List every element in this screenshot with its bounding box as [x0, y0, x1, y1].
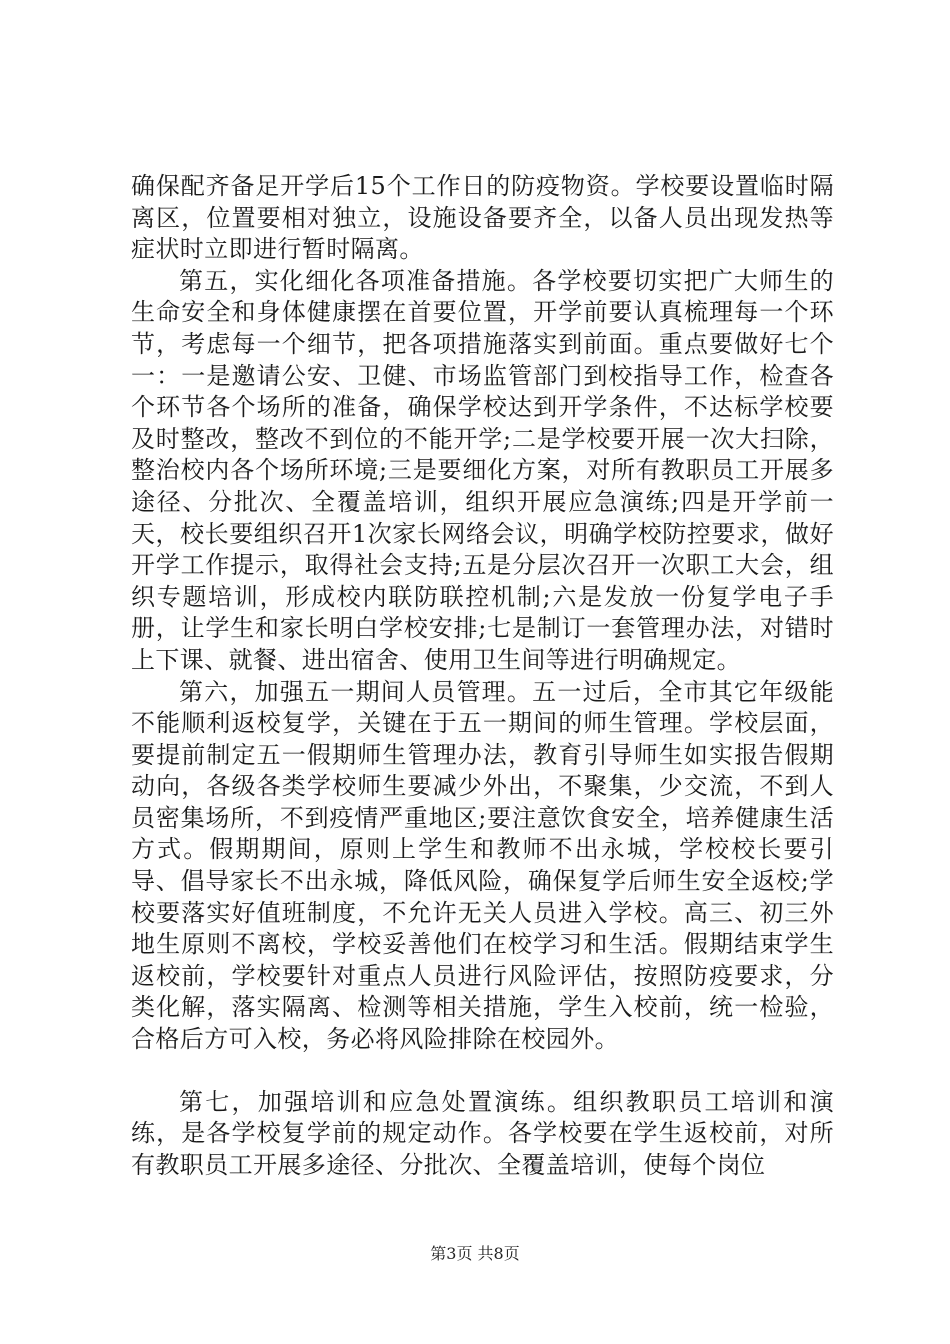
page-footer: 第3页 共8页	[430, 1244, 520, 1263]
paragraph-sixth-measure: 第六，加强五一期间人员管理。五一过后，全市其它年级能不能顺利返校复学，关键在于五一期间的师生管理。学校层面，要提前制定五一假期师生管理办法，教育引导师生如实报告假期动向，各级各类学校师生要减少外出，不聚集，少交流，不到人员密集场所，不到疫情严重地区;要注意饮食安全，培养健康生活方式。假期期间，原则上学生和教师不出永城，学校校长要引导、倡导家长不出永城，降低风险，确保复学后师生安全返校;学校要落实好值班制度，不允许无关人员进入学校。高三、初三外地生原则不离校，学校妥善他们在校学习和生活。假期结束学生返校前，学校要针对重点人员进行风险评估，按照防疫要求，分类化解，落实隔离、检测等相关措施，学生入校前，统一检验，合格后方可入校，务必将风险排除在校园外。	[131, 677, 834, 1054]
paragraph-seventh-measure: 第七，加强培训和应急处置演练。组织教职员工培训和演练，是各学校复学前的规定动作。各学校要在学生返校前，对所有教职员工开展多途径、分批次、全覆盖培训，使每个岗位	[131, 1087, 834, 1179]
paragraph-continued: 确保配齐备足开学后15个工作日的防疫物资。学校要设置临时隔离区，位置要相对独立，设施设备要齐全，以备人员出现发热等症状时立即进行暂时隔离。	[131, 172, 834, 264]
document-body	[131, 171, 834, 1181]
paragraph-fifth-measure: 第五，实化细化各项准备措施。各学校要切实把广大师生的生命安全和身体健康摆在首要位置，开学前要认真梳理每一个环节，考虑每一个细节，把各项措施落实到前面。重点要做好七个一：一是邀请公安、卫健、市场监管部门到校指导工作，检查各个环节各个场所的准备，确保学校达到开学条件，不达标学校要及时整改，整改不到位的不能开学;二是学校要开展一次大扫除，整治校内各个场所环境;三是要细化方案，对所有教职员工开展多途径、分批次、全覆盖培训，组织开展应急演练;四是开学前一天，校长要组织召开1次家长网络会议，明确学校防控要求，做好开学工作提示，取得社会支持;五是分层次召开一次职工大会，组织专题培训，形成校内联防联控机制;六是发放一份复学电子手册，让学生和家长明白学校安排;七是制订一套管理办法，对错时上下课、就餐、进出宿舍、使用卫生间等进行明确规定。	[131, 266, 834, 674]
